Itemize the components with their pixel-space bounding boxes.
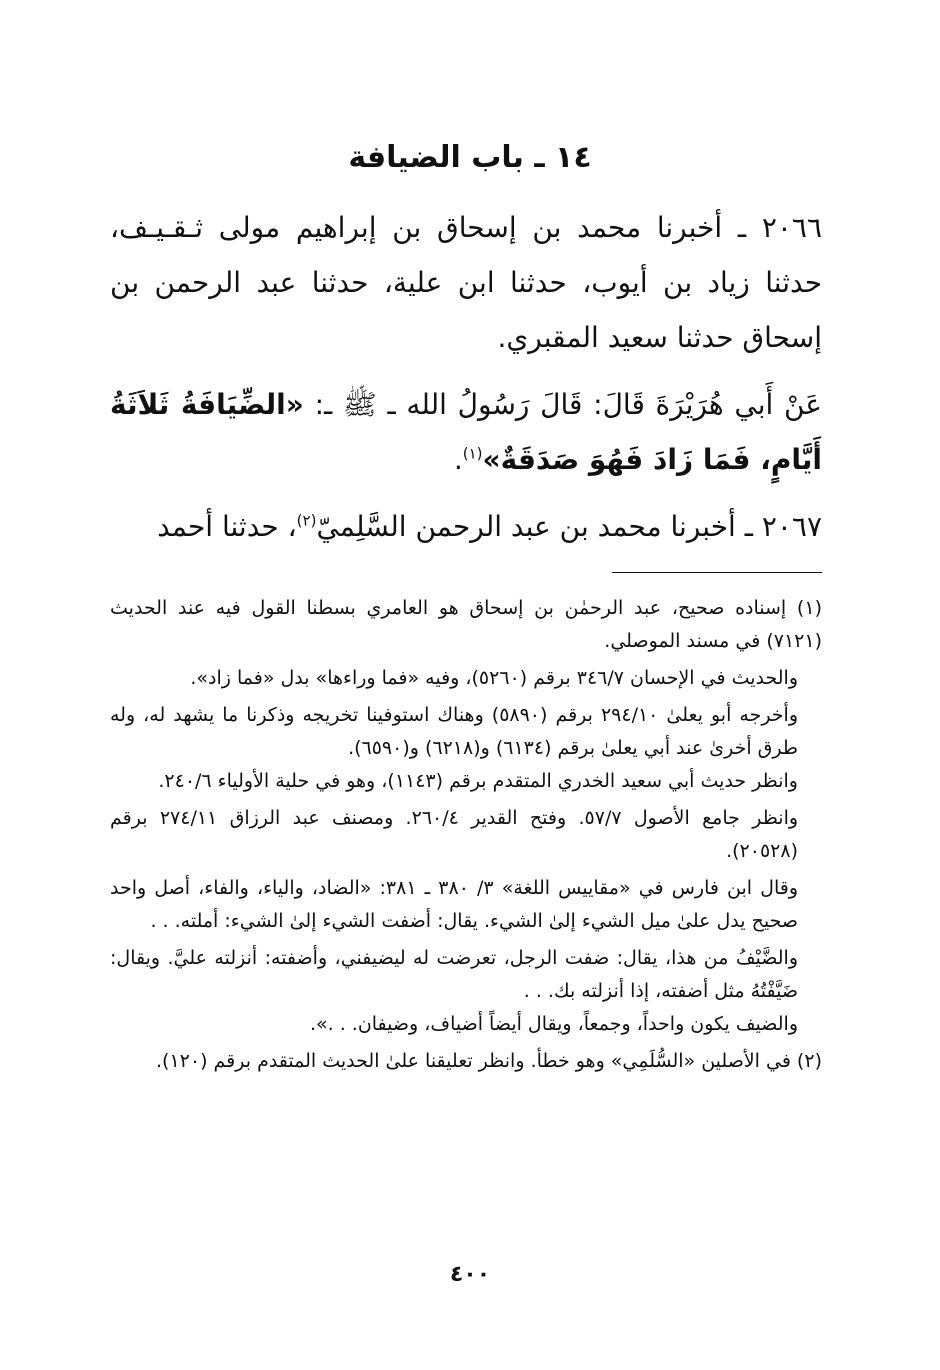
hadith-2066-matn-intro: عَنْ أَبي هُرَيْرَةَ قَالَ: قَالَ رَسُولُ الله ـ ﷺ ـ:: [303, 388, 823, 421]
chapter-title: ١٤ ـ باب الضيافة: [348, 140, 592, 175]
page-number: ٤٠٠: [449, 1262, 491, 1287]
footnote-1-paragraph: وانظر حديث أبي سعيد الخدري المتقدم برقم (١١٤٣)، وهو في حلية الأولياء ٢٤٠/٦.: [158, 770, 798, 792]
hadith-2067-isnad: [110, 499, 822, 554]
footnote-ref-1: (١): [462, 444, 483, 463]
hadith-2067-isnad-end: ، حدثنا أحمد: [157, 510, 297, 543]
footnote-1-paragraph: وانظر جامع الأصول ٥٧/٧. وفتح القدير ٢٦٠/٤. ومصنف عبد الرزاق ٢٧٤/١١ برقم (٢٠٥٢٨).: [110, 807, 799, 862]
footnote-1-paragraph: وأخرجه أبو يعلىٰ ٢٩٤/١٠ برقم (٥٨٩٠) وهناك استوفينا تخريجه وذكرنا ما يشهد له، وله طرق أخرىٰ عند أبي يعلىٰ برقم (٦١٣٤) و(٦٢١٨) و(٦٥٩٠).: [110, 704, 798, 759]
footnotes: [110, 592, 822, 1078]
hadith-2066-prophetic-text: «الضِّيَافَةُ ثَلاَثَةُ أَيَّامٍ، فَمَا زَادَ فَهُوَ صَدَقَةٌ»: [110, 388, 822, 476]
footnote-1-paragraph: والضَّيْفُ من هذا، يقال: ضفت الرجل، تعرضت له ليضيفني، وأضفته: أنزلته عليَّ. ويقال: ضَيَّفْتُهُ مثل أضفته، إذا أنزلته بك. . .: [110, 947, 798, 1002]
main-text: [110, 200, 822, 554]
footnote-ref-2: (٢): [296, 511, 317, 530]
hadith-2066-isnad: ٢٠٦٦ ـ أخبرنا محمد بن إسحاق بن إبراهيم مولى ثـقـيـف، حدثنا زياد بن أيوب، حدثنا ابن علية، حدثنا عبد الرحمن بن إسحاق حدثنا سعيد المقبري.: [110, 211, 822, 354]
footnote-1-paragraph: والحديث في الإحسان ٣٤٦/٧ برقم (٥٢٦٠)، وفيه «فما وراءها» بدل «فما زاد».: [190, 667, 798, 689]
footnote-divider: [612, 572, 822, 573]
footnote-1-paragraph: والضيف يكون واحداً، وجمعاً، ويقال أيضاً أضياف، وضيفان. . .».: [309, 1013, 798, 1035]
footnote-2: (٢) في الأصلين «السُّلَمِي» وهو خطأ. وانظر تعليقنا علىٰ الحديث المتقدم برقم (١٢٠).: [156, 1050, 822, 1072]
footnote-1-paragraph: وقال ابن فارس في «مقاييس اللغة» ٣/ ٣٨٠ ـ ٣٨١: «الضاد، والياء، والفاء، أصل واحد صحيح يدل علىٰ ميل الشيء إلىٰ الشيء. يقال: أضفت الشيء إلىٰ الشيء: أملته. . .: [110, 877, 798, 932]
hadith-2066-matn: [110, 377, 822, 487]
hadith-2066-matn-end: .: [453, 443, 463, 476]
footnote-1: (١) إسناده صحيح، عبد الرحمٰن بن إسحاق هو العامري بسطنا القول فيه عند الحديث (٧١٢١) في مسند الموصلي.: [110, 597, 822, 652]
hadith-2067-isnad-start: ٢٠٦٧ ـ أخبرنا محمد بن عبد الرحمن السَّلِميّ: [316, 510, 822, 543]
